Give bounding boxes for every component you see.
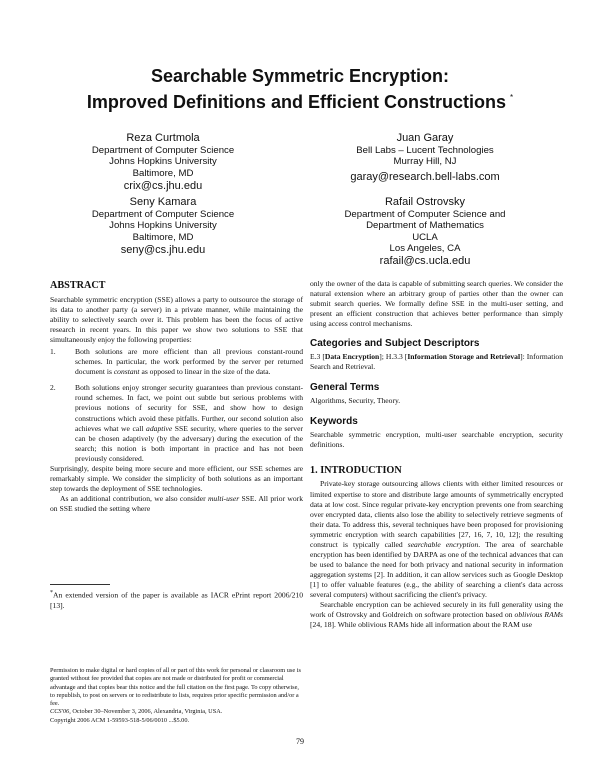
author-affiliation: Baltimore, MD — [132, 167, 194, 179]
keywords-heading: Keywords — [310, 416, 358, 428]
page-number: 79 — [296, 737, 304, 746]
author-name: Juan Garay — [396, 132, 454, 144]
author-block-garay — [325, 131, 525, 185]
conference-line: CCS'06, October 30–November 3, 2006, Alexandria, Virginia, USA. — [50, 708, 223, 716]
abstract-paragraph: As an additional contribution, we also consider multi-user SSE. All prior work on SSE studied the setting where — [50, 493, 304, 513]
author-name: Seny Kamara — [129, 196, 197, 208]
left-column — [50, 279, 303, 514]
author-name: Reza Curtmola — [126, 132, 200, 144]
author-affiliation: UCLA — [412, 231, 438, 243]
title-line-2: Improved Definitions and Efficient Constructions * — [86, 92, 514, 112]
right-column — [310, 279, 563, 630]
author-affiliation: Johns Hopkins University — [109, 156, 217, 168]
abstract-continuation: only the owner of the data is capable of submitting search queries. We consider the natural extension where an arbitrary group of parties other than the owner can submit search queries. We formally define SSE in the multi-user setting, and present an efficient construction that achieves better performance than simply using access control mechanisms. — [310, 279, 563, 329]
footnote-text: An extended version of the paper is available as IACR ePrint report 2006/210 [13]. — [50, 590, 303, 610]
abstract-paragraph: Searchable symmetric encryption (SSE) allows a party to outsource the storage of its data to another party (a server) in a private manner, while maintaining the ability to selectively search over it. This problem has been the focus of active research in recent years. In this paper we show two solutions to SSE that simultaneously enjoy the following properties: — [50, 295, 303, 345]
permission-text: Permission to make digital or hard copies of all or part of this work for personal or classroom use is granted without fee provided that copies are not made or distributed for profit or commercial advantage and that copies bear this notice and the full citation on the first page. To copy otherwise, to republish, to post on servers or to redistribute to lists, requires prior specific permission and/or a fee. — [50, 667, 301, 708]
author-block-curtmola — [78, 131, 248, 194]
author-affiliation: Department of Computer Science and — [344, 209, 506, 220]
author-affiliation: Los Angeles, CA — [389, 242, 461, 254]
list-item: 2. Both solutions enjoy stronger security guarantees than previous constant-round schemes. In fact, we point out subtle but serious problems with previous notions of security for SSE, and show how to design constructions which avoid these pitfalls. Further, our second solution also achieves what we call adaptive SSE security, where queries to the server can be chosen adaptively (by the adversary) during the execution of the search; this notion is both important in practice and has not been previously considered. — [50, 383, 304, 463]
paper-title — [0, 66, 600, 113]
author-affiliation: Department of Computer Science — [91, 145, 235, 156]
copyright-line: Copyright 2006 ACM 1-59593-518-5/06/0010 ...$5.00. — [50, 716, 190, 724]
author-affiliation: Murray Hill, NJ — [393, 156, 457, 168]
author-email: garay@research.bell-labs.com — [350, 170, 500, 183]
general-terms-text: Algorithms, Security, Theory. — [310, 396, 401, 406]
categories-heading: Categories and Subject Descriptors — [310, 338, 480, 350]
keywords-text: Searchable symmetric encryption, multi-user searchable encryption, security definitions. — [310, 430, 563, 450]
author-affiliation: Johns Hopkins University — [109, 220, 217, 232]
author-email: seny@cs.jhu.edu — [120, 243, 206, 256]
author-affiliation: Bell Labs – Lucent Technologies — [356, 145, 494, 156]
footnote-mark: * — [50, 590, 53, 596]
author-affiliation: Baltimore, MD — [132, 231, 194, 243]
contribution-list — [50, 347, 303, 464]
abstract-heading: ABSTRACT — [50, 280, 106, 291]
author-block-kamara — [78, 195, 248, 258]
introduction-heading: 1. INTRODUCTION — [310, 465, 402, 477]
permission-notice — [50, 667, 303, 725]
author-name: Rafail Ostrovsky — [384, 196, 466, 208]
list-item: 1. Both solutions are more efficient than all previous constant-round schemes. In particular, the work performed by the server per returned document is constant as opposed to linear in the size of the data. — [50, 347, 303, 377]
author-email: rafail@cs.ucla.edu — [379, 255, 471, 268]
abstract-paragraph: Surprisingly, despite being more secure and more efficient, our SSE schemes are remarkably simple. We consider the simplicity of both solutions as an important step towards the deployment of SSE technologies. — [50, 463, 303, 493]
footnote — [50, 584, 303, 611]
title-line-1: Searchable Symmetric Encryption: — [150, 66, 450, 86]
introduction-paragraph: Private-key storage outsourcing allows clients with either limited resources or limited expertise to store and distribute large amounts of symmetrically encrypted data at low cost. Since regular private-key encryption prevents one from searching over encrypted data, clients also lose the ability to selectively retrieve segments of their data. To address this, several techniques have been proposed for provisioning symmetric encryption with search capabilities [27, 16, 7, 10, 12]; the resulting construct is typically called searchable encryption. The area of searchable encryption has been identified by DARPA as one of the technical advances that can be used to balance the need for both privacy and national security in information aggregation systems [2]. In addition, it can allow services such as Google Desktop [1] to offer valuable features (e.g., the ability of searching a client's data across several computers) without sacrificing the client's privacy. — [310, 479, 563, 599]
author-block-ostrovsky — [325, 195, 525, 269]
author-affiliation: Department of Computer Science — [91, 209, 235, 220]
general-terms-heading: General Terms — [310, 382, 380, 394]
author-email: crix@cs.jhu.edu — [123, 179, 203, 192]
categories-text: E.3 [Data Encryption]; H.3.3 [Information Storage and Retrieval]: Information Search and Retrieval. — [310, 352, 564, 372]
author-affiliation: Department of Mathematics — [366, 220, 484, 232]
introduction-paragraph: Searchable encryption can be achieved securely in its full generality using the work of Ostrovsky and Goldreich on software protection based on oblivious RAMs [24, 18]. While oblivious RAMs hide all information about the RAM use — [310, 600, 563, 630]
footnote-rule — [50, 584, 110, 585]
title-footnote-mark: * — [509, 93, 514, 102]
